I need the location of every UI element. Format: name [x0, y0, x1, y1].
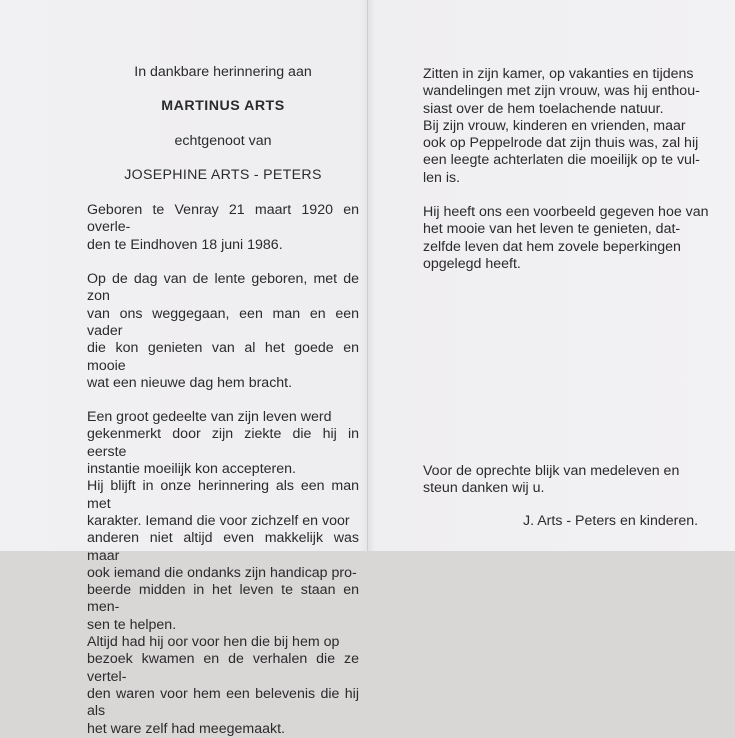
intro-text: In dankbare herinnering aan [134, 64, 312, 80]
text-line: wandelingen met zijn vrouw, was hij enthou- [423, 83, 700, 100]
text-line: Zitten in zijn kamer, op vakanties en tijdens [423, 66, 694, 82]
thanks-paragraph [423, 463, 715, 498]
text-line: instantie moeilijk kon accepteren. [87, 461, 296, 478]
text-line: Altijd had hij oor voor hen die bij hem op [87, 634, 340, 651]
text-line: Bij zijn vrouw, kinderen en vrienden, maar [423, 117, 686, 134]
text-line: karakter. Iemand die voor zichzelf en voor [87, 512, 350, 529]
text-line: wat een nieuwe dag hem bracht. [87, 374, 293, 391]
text-line: bezoek kwamen en de verhalen die ze vertel- [87, 651, 359, 685]
text-line: opgelegd heeft. [423, 255, 521, 272]
deceased-name: MARTINUS ARTS [161, 98, 285, 115]
text-line: Voor de oprechte blijk van medeleven en [423, 463, 680, 479]
text-line: Een groot gedeelte van zijn leven werd [87, 409, 332, 426]
family-signature: J. Arts - Peters en kinderen. [523, 513, 699, 529]
left-page [87, 64, 359, 738]
text-line: Hij heeft ons een voorbeeld gegeven hoe van [423, 204, 709, 221]
text-line: anderen niet altijd even makkelijk was maar [87, 530, 359, 564]
relation-text: echtgenoot van [174, 132, 272, 149]
text-line: een leegte achterlaten die moeilijk op te vul- [423, 152, 700, 169]
text-line: sen te helpen. [87, 616, 177, 633]
text-line: ook iemand die ondanks zijn handicap pro- [87, 564, 357, 581]
text-line: die kon genieten van al het goede en mooie [87, 340, 359, 374]
text-line: siast over de hem toelachende natuur. [423, 100, 664, 117]
header-block [87, 64, 359, 184]
fold-line [367, 0, 368, 551]
text-line: het mooie van het leven te genieten, dat- [423, 221, 681, 238]
text-line: zelfde leven dat hem zovele beperkingen [423, 238, 681, 255]
spouse-name: JOSEPHINE ARTS - PETERS [124, 166, 322, 183]
text-line: len is. [423, 169, 461, 186]
birth-paragraph [87, 202, 359, 254]
text-line: gekenmerkt door zijn ziekte die hij in eerste [87, 426, 359, 460]
text-line: het ware zelf had meegemaakt. [87, 720, 285, 737]
life-paragraph [87, 409, 359, 738]
text-line: den waren voor hem een belevenis die hij als [87, 685, 359, 720]
nature-paragraph [423, 66, 715, 187]
text-line: Hij blijft in onze herinnering als een man met [87, 478, 359, 512]
text-line: beerde midden in het leven te staan en men- [87, 582, 359, 616]
example-paragraph [423, 204, 715, 273]
text-line: Geboren te Venray 21 maart 1920 en overle- [87, 202, 359, 236]
spring-paragraph [87, 271, 359, 392]
text-line: ook op Peppelrode dat zijn thuis was, zal hij [423, 135, 699, 152]
text-line: den te Eindhoven 18 juni 1986. [87, 236, 283, 253]
text-line: Op de dag van de lente geboren, met de zon [87, 271, 359, 305]
right-page [423, 66, 715, 273]
text-line: van ons weggegaan, een man en een vader [87, 305, 359, 339]
text-line: steun danken wij u. [423, 480, 545, 497]
